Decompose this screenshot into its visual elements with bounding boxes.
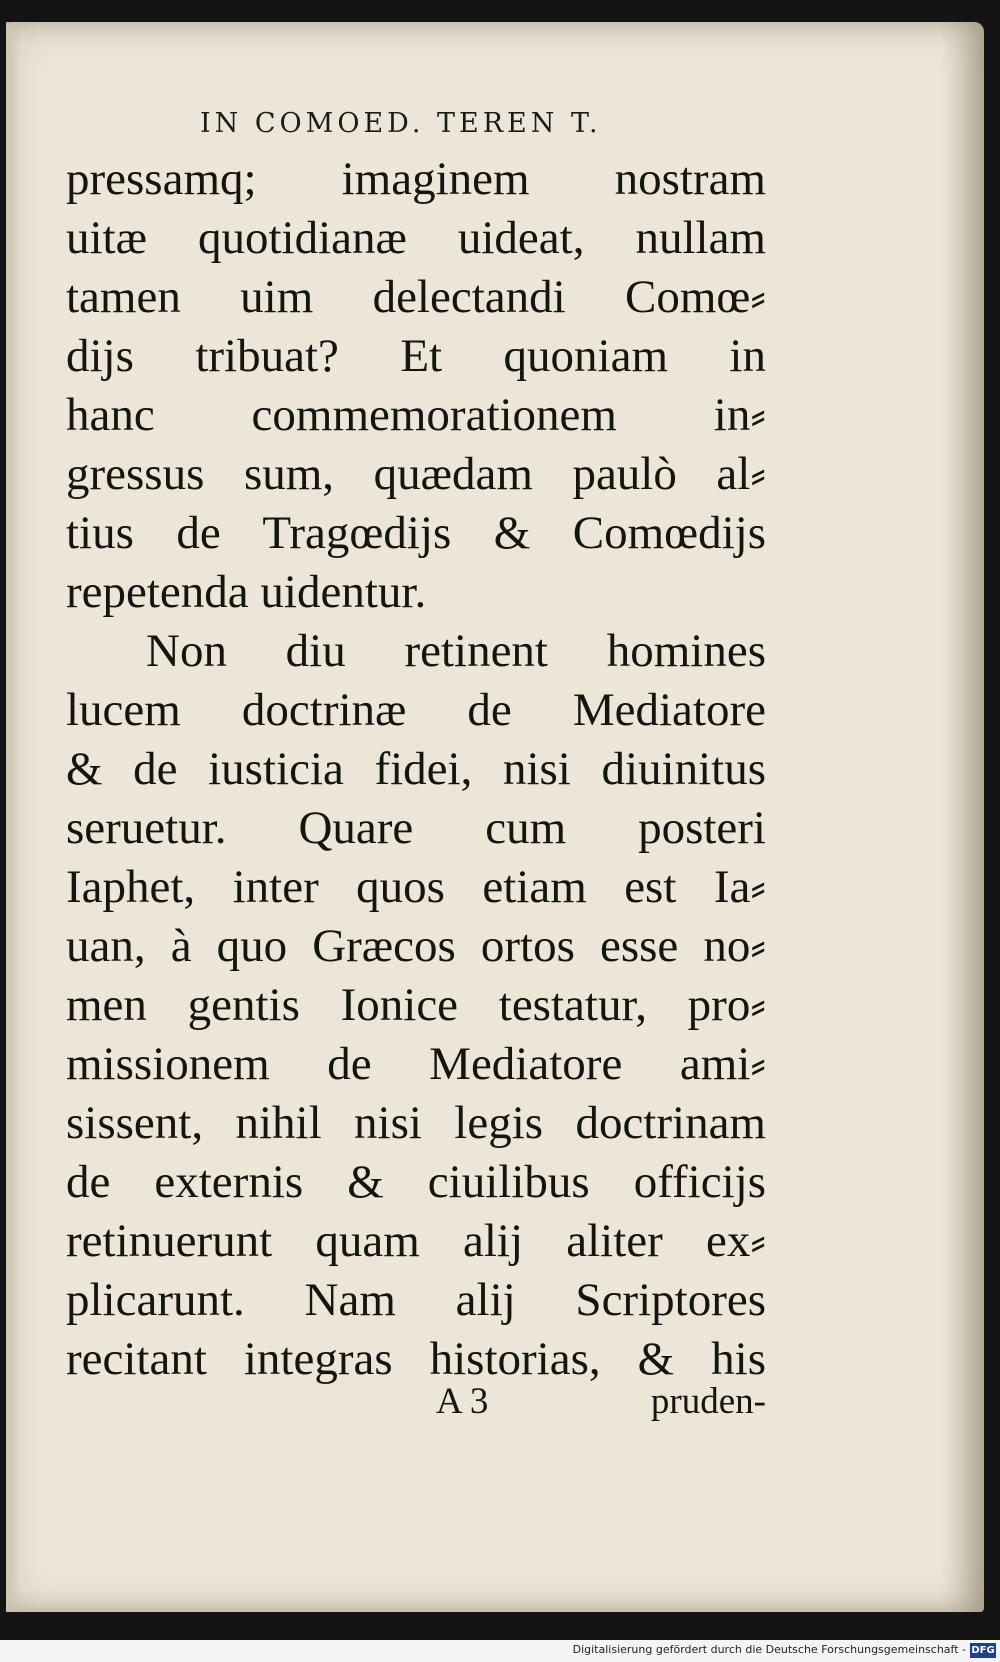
text-line: & de iusticia fidei, nisi diuinitus (66, 743, 766, 795)
text-line: lucem doctrinæ de Mediatore (66, 684, 766, 736)
text-line: dijs tribuat? Et quoniam in (66, 330, 766, 382)
text-line: recitant integras historias, & his (66, 1333, 766, 1385)
body-text (66, 150, 766, 1389)
text-line: plicarunt. Nam alij Scriptores (66, 1274, 766, 1326)
text-line: tius de Tragœdijs & Comœdijs (66, 507, 766, 559)
text-line: seruetur. Quare cum posteri (66, 802, 766, 854)
page-footer (66, 1380, 766, 1440)
text-line: sissent, nihil nisi legis doctrinam (66, 1097, 766, 1149)
running-head: IN COMOED. TEREN T. (200, 108, 602, 139)
text-line: men gentis Ionice testatur, pro⸗ (66, 979, 766, 1031)
text-line: tamen uim delectandi Comœ⸗ (66, 271, 766, 323)
text-line: pressamq; imaginem nostram (66, 153, 766, 205)
signature-mark: A 3 (436, 1381, 489, 1422)
credit-bar (0, 1640, 1000, 1662)
credit-text: Digitalisierung gefördert durch die Deutsche Forschungsgemeinschaft - (572, 1643, 966, 1656)
text-line: missionem de Mediatore ami⸗ (66, 1038, 766, 1090)
text-line: hanc commemorationem in⸗ (66, 389, 766, 441)
text-line: retinuerunt quam alij aliter ex⸗ (66, 1215, 766, 1267)
text-line: de externis & ciuilibus officijs (66, 1156, 766, 1208)
dfg-logo: DFG (971, 1645, 995, 1656)
text-line: uan, à quo Græcos ortos esse no⸗ (66, 920, 766, 972)
text-line: Non diu retinent homines (146, 625, 766, 677)
text-line: gressus sum, quædam paulò al⸗ (66, 448, 766, 500)
page-gutter-shadow (6, 22, 20, 1612)
text-line: repetenda uidentur. (66, 566, 427, 618)
text-line: Iaphet, inter quos etiam est Ia⸗ (66, 861, 766, 913)
page-fore-edge-shadow (940, 22, 984, 1612)
catchword: pruden- (650, 1381, 766, 1422)
text-line: uitæ quotidianæ uideat, nullam (66, 212, 766, 264)
